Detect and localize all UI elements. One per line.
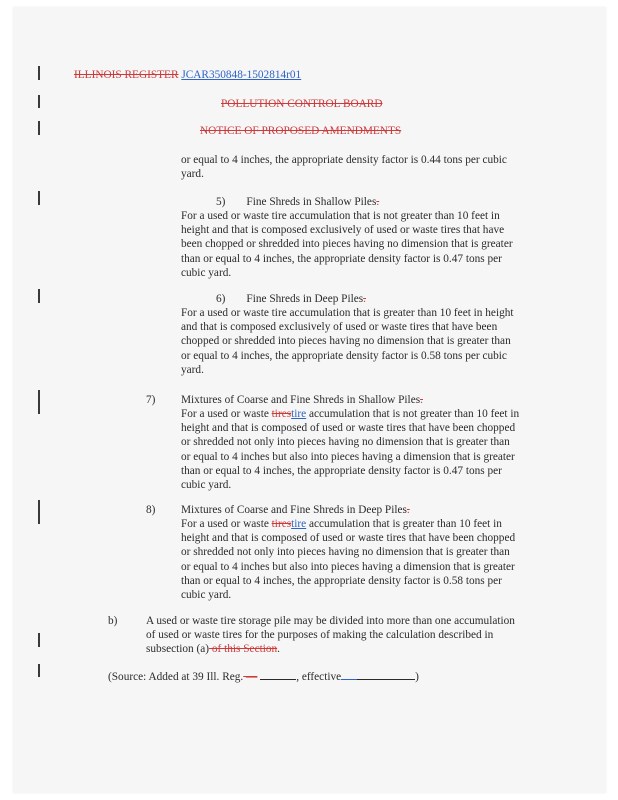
- change-bar: [38, 95, 40, 108]
- change-bar: [38, 66, 40, 80]
- agency-title: POLLUTION CONTROL BOARD: [221, 98, 383, 110]
- item-7-text: For a used or waste tirestire accumulation that is not greater than 10 feet in height and that is composed of used or waste tires that have been chopped or shredded not only into pieces having no dimension that is greater than or equal to 4 inches but also into pieces having a dimension that is greater than or equal to 4 inches, the appropriate density factor is 0.47 tons per cubic yard.: [181, 408, 520, 492]
- item-8-heading: Mixtures of Coarse and Fine Shreds in Deep Piles.: [181, 504, 410, 516]
- change-bar: [38, 500, 40, 524]
- change-bar: [38, 633, 40, 647]
- change-bar: [38, 191, 40, 205]
- change-bar: [38, 664, 40, 677]
- change-bar: [38, 121, 40, 135]
- notice-title: NOTICE OF PROPOSED AMENDMENTS: [200, 125, 402, 137]
- item-5-heading: 5) Fine Shreds in Shallow Piles.: [216, 196, 380, 208]
- change-bar: [38, 390, 40, 414]
- item-5-text: For a used or waste tire accumulation that is not greater than 10 feet in height and that is composed exclusively of used or waste tires that have been chopped or shredded into pieces having no dimension that is greater than or equal to 4 inches, the appropriate density factor is 0.47 tons per cubic yard.: [181, 210, 513, 279]
- item-6-heading: 6) Fine Shreds in Deep Piles.: [216, 293, 366, 305]
- change-bar: [38, 289, 40, 303]
- register-id: JCAR350848-1502814r01: [181, 69, 302, 81]
- subsection-b-text: A used or waste tire storage pile may be divided into more than one accumulation of used or waste tires for the purposes of making the calculation described in subsection (a) of this Section.: [146, 615, 515, 656]
- item-8-text: For a used or waste tirestire accumulation that is greater than 10 feet in height and that is composed of used or waste tires that have been chopped or shredded not only into pieces having no dimension that is greater than or equal to 4 inches but also into pieces having a dimension that is greater than or equal to 4 inches, the appropriate density factor is 0.58 tons per cubic yard.: [181, 518, 516, 602]
- source-note: (Source: Added at 39 Ill. Reg. — , effective ): [108, 671, 419, 683]
- item-6-text: For a used or waste tire accumulation that is greater than 10 feet in height and that is composed exclusively of used or waste tires that have been chopped or shredded into pieces having no dimension that is greater than or equal to 4 inches, the appropriate density factor is 0.58 tons per cubic yard.: [181, 307, 514, 376]
- item-7-heading: Mixtures of Coarse and Fine Shreds in Shallow Piles.: [181, 394, 423, 406]
- paragraph-continued: or equal to 4 inches, the appropriate density factor is 0.44 tons per cubic yard.: [181, 154, 507, 181]
- register-header: [74, 68, 301, 82]
- item-8-number: 8): [146, 504, 156, 516]
- register-name: ILLINOIS REGISTER: [74, 69, 179, 81]
- subsection-b-label: b): [108, 615, 118, 627]
- item-7-number: 7): [146, 394, 156, 406]
